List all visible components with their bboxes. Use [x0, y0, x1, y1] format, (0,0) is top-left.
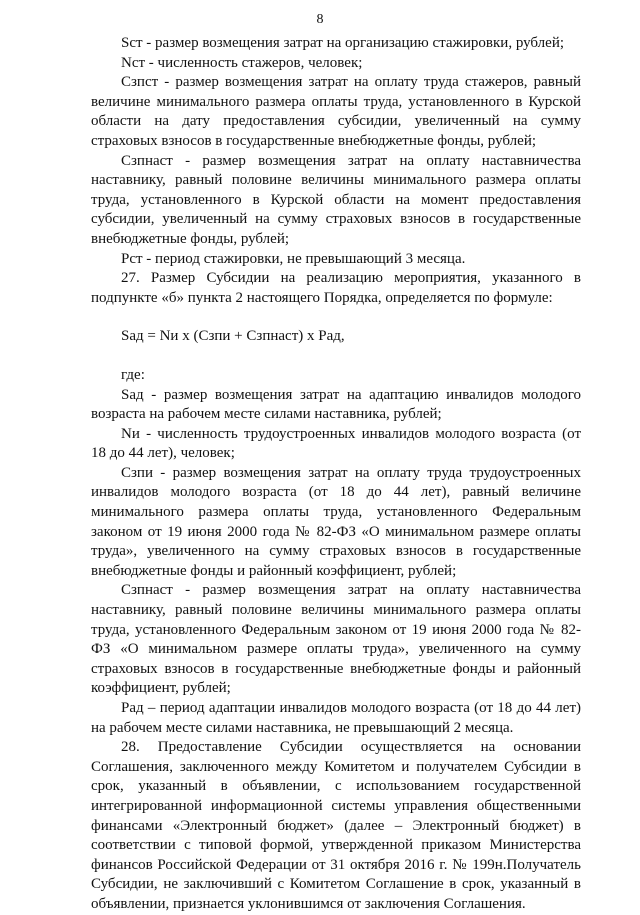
definition-s-ad: Sад - размер возмещения затрат на адаптацию инвалидов молодого возраста на рабочем месте силами наставника, рублей;: [91, 386, 581, 423]
document-body: [91, 34, 581, 915]
definition-szp-nast: Сзпнаст - размер возмещения затрат на оплату наставничества наставнику, равный половине величины минимального размера оплаты труда, установленного в Курской области на момент предоставления субсидии, увеличенный на сумму страховых взносов в государственные внебюджетные фонды, рублей;: [91, 152, 581, 247]
definition-n-i: Nи - численность трудоустроенных инвалидов молодого возраста (от 18 до 44 лет), человек;: [91, 425, 581, 462]
clause-27: 27. Размер Субсидии на реализацию мероприятия, указанного в подпункте «б» пункта 2 настоящего Порядка, определяется по формуле:: [91, 270, 581, 306]
definition-n-st: Nст - численность стажеров, человек;: [121, 54, 363, 71]
clause-28: 28. Предоставление Субсидии осуществляется на основании Соглашения, заключенного между Комитетом и получателем Субсидии в срок, указанный в объявлении, с использованием государственной интегрированной информационной системы управления общественными финансами «Электронный бюджет» (далее – Электронный бюджет) в соответствии с типовой формой, утвержденной приказом Министерства финансов Российской Федерации от 31 октября 2016 г. № 199н.Получатель Субсидии, не заключивший с Комитетом Соглашение в срок, указанный в объявлении, признается уклонившимся от заключения Соглашения.: [91, 739, 581, 912]
definition-szp-nast-2: Сзпнаст - размер возмещения затрат на оплату наставничества наставнику, равный половине величины минимального размера оплаты труда, установленного Федеральным законом от 19 июня 2000 года № 82-ФЗ «О минимальном размере оплаты труда», увеличенного на сумму страховых взносов в государственные внебюджетные фонды и районный коэффициент, рублей;: [91, 582, 581, 697]
page-number: 8: [316, 12, 324, 27]
formula-s-ad: Sад = Nи x (Сзпи + Сзпнаст) x Рад,: [121, 328, 345, 345]
definition-szp-i: Сзпи - размер возмещения затрат на оплату труда трудоустроенных инвалидов молодого возраста (от 18 до 44 лет), равный величине минимального размера оплаты труда, установленного Федеральным законом от 19 июня 2000 года № 82-ФЗ «О минимальном размере оплаты труда», увеличенного на сумму страховых взносов в государственные внебюджетные фонды и районный коэффициент, рублей;: [91, 464, 581, 579]
definition-r-ad: Рад – период адаптации инвалидов молодого возраста (от 18 до 44 лет) на рабочем месте силами наставника, не превышающий 2 месяца.: [91, 700, 581, 736]
definition-s-st: Sст - размер возмещения затрат на организацию стажировки, рублей;: [121, 35, 565, 51]
definition-szp-st: Сзпст - размер возмещения затрат на оплату труда стажеров, равный величине минимального размера оплаты труда, установленного в Курской области на дату предоставления субсидии, увеличенный на сумму страховых взносов в государственные внебюджетные фонды, рублей;: [91, 74, 581, 149]
where-label: где:: [121, 366, 145, 383]
definition-r-st: Рст - период стажировки, не превышающий 3 месяца.: [121, 250, 466, 267]
